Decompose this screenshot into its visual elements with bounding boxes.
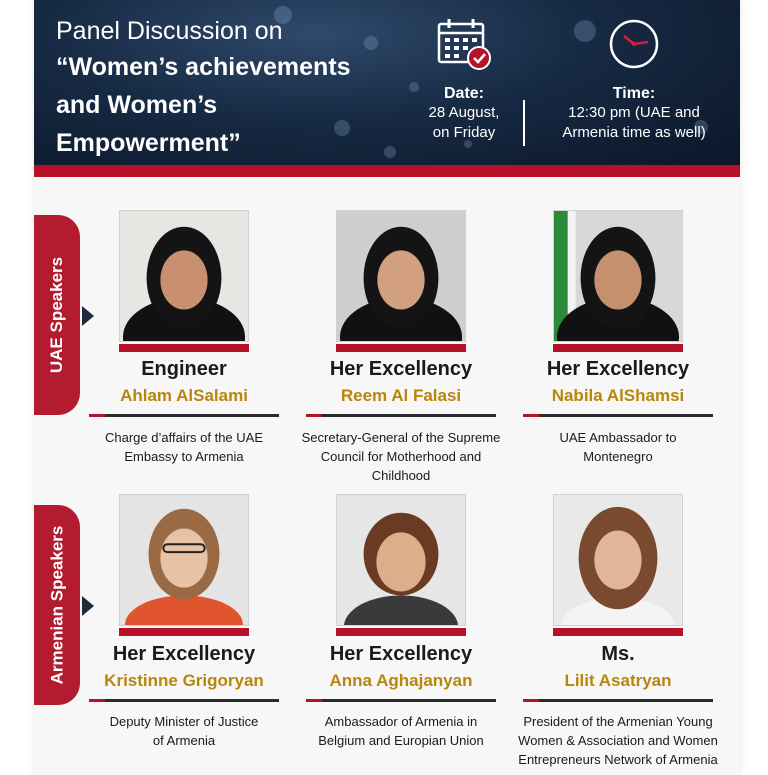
date-value-line-1: 28 August, bbox=[428, 104, 500, 121]
speaker-role: Deputy Minister of Justice of Armenia bbox=[109, 714, 259, 748]
name-rule bbox=[523, 414, 713, 417]
speaker-photo-anna bbox=[336, 494, 466, 626]
speaker-photo-nabila bbox=[553, 210, 683, 342]
speaker-role: Ambassador of Armenia in Belgium and Europian Union bbox=[318, 714, 484, 748]
date-value-line-2: on Friday bbox=[432, 124, 496, 141]
date-label: Date: bbox=[443, 85, 484, 102]
speaker-name: Lilit Asatryan bbox=[564, 671, 672, 690]
speaker-title: Her Excellency bbox=[329, 358, 473, 380]
photo-bar bbox=[553, 344, 683, 352]
clock-icon bbox=[606, 16, 662, 72]
event-poster bbox=[34, 0, 740, 775]
speaker-title: Ms. bbox=[601, 643, 635, 665]
armenian-speakers-label: Armenian Speakers bbox=[47, 525, 66, 685]
photo-bar bbox=[553, 628, 683, 636]
event-title bbox=[56, 14, 416, 162]
uae-speakers-tab bbox=[34, 215, 80, 415]
time-value-line-1: 12:30 pm (UAE and bbox=[568, 104, 700, 121]
speaker-name: Nabila AlShamsi bbox=[551, 386, 685, 405]
photo-bar bbox=[119, 628, 249, 636]
speaker-photo-reem bbox=[336, 210, 466, 342]
speaker-role: UAE Ambassador to Montenegro bbox=[559, 430, 677, 464]
speaker-name: Ahlam AlSalami bbox=[120, 386, 248, 405]
speaker-photo-lilit bbox=[553, 494, 683, 626]
calendar-check-icon bbox=[435, 16, 493, 72]
speaker-role: Secretary-General of the Supreme Council for Motherhood and Childhood bbox=[301, 430, 501, 483]
uae-speakers-label: UAE Speakers bbox=[47, 256, 67, 374]
title-line-1: Panel Discussion on bbox=[56, 17, 283, 45]
name-rule bbox=[306, 699, 496, 702]
header-red-bar bbox=[34, 165, 740, 177]
name-rule bbox=[523, 699, 713, 702]
speaker-title: Her Excellency bbox=[546, 358, 690, 380]
speaker-photo-kristinne bbox=[119, 494, 249, 626]
info-divider bbox=[523, 100, 525, 146]
time-label: Time: bbox=[612, 85, 656, 102]
speaker-role: President of the Armenian Young Women & Association and Women Entrepreneurs Network of Armenia bbox=[518, 714, 718, 767]
speaker-photo-ahlam bbox=[119, 210, 249, 342]
armenian-arrow-icon bbox=[82, 596, 94, 616]
title-line-3: and Women’s bbox=[56, 91, 218, 119]
speaker-name: Anna Aghajanyan bbox=[329, 671, 473, 690]
speaker-title: Her Excellency bbox=[329, 643, 473, 665]
title-line-2: “Women’s achievements bbox=[56, 53, 351, 81]
uae-arrow-icon bbox=[82, 306, 94, 326]
name-rule bbox=[89, 414, 279, 417]
photo-bar bbox=[336, 628, 466, 636]
speaker-name: Reem Al Falasi bbox=[340, 386, 462, 405]
photo-bar bbox=[336, 344, 466, 352]
photo-bar bbox=[119, 344, 249, 352]
speaker-title: Engineer bbox=[141, 358, 227, 380]
speaker-name: Kristinne Grigoryan bbox=[104, 671, 264, 690]
name-rule bbox=[306, 414, 496, 417]
armenian-speakers-tab bbox=[34, 505, 80, 705]
name-rule bbox=[89, 699, 279, 702]
title-line-4: Empowerment” bbox=[56, 129, 241, 157]
time-value-line-2: Armenia time as well) bbox=[562, 124, 706, 141]
date-block bbox=[394, 16, 534, 143]
header-banner bbox=[34, 0, 740, 168]
time-block bbox=[544, 16, 724, 143]
speaker-title: Her Excellency bbox=[112, 643, 256, 665]
speaker-role: Charge d’affairs of the UAE Embassy to Armenia bbox=[104, 430, 263, 464]
